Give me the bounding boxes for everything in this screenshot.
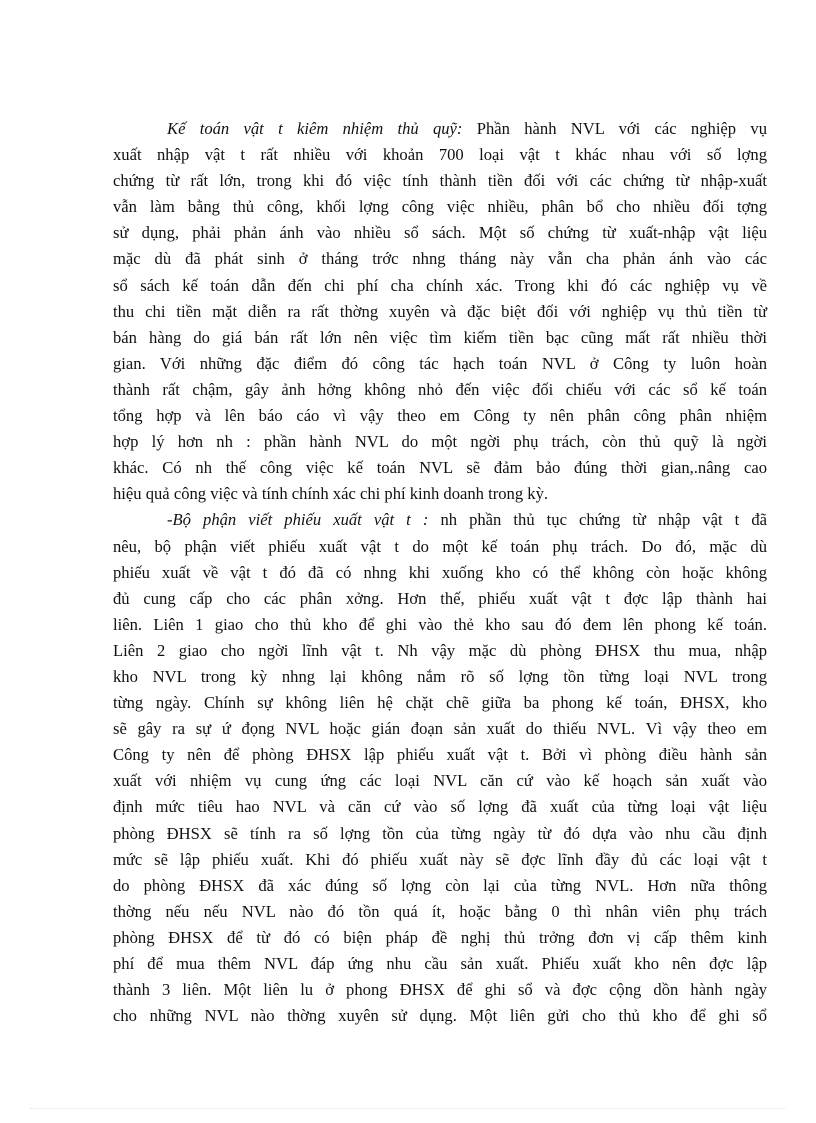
paragraph-1-line: xuất nhập vật t rất nhiều với khoản 700 loại vật t khác nhau với số lợng (113, 145, 767, 165)
paragraph-1-line: thu chi tiền mặt diễn ra rất thờng xuyên và đặc biệt đối với nghiệp vụ thủ tiền từ (113, 301, 767, 321)
paragraph-2-line: xuất với nhiệm vụ cung ứng các loại NVL căn cứ vào kế hoạch sản xuất vào (113, 771, 767, 791)
paragraph-2-line: Công ty nên để phòng ĐHSX lập phiếu xuất vật t. Bởi vì phòng điều hành sản (113, 745, 767, 765)
paragraph-2-line: liên. Liên 1 giao cho thủ kho để ghi vào thẻ kho sau đó đem lên phong kế toán. (113, 614, 767, 634)
paragraph-2-line: do phòng ĐHSX đã xác đúng số lợng còn lại của từng NVL. Hơn nữa thông (113, 875, 767, 895)
paragraph-1-line: mặc dù đã phát sinh ở tháng trớc nhng tháng này vẫn cha phản ánh vào các (113, 249, 767, 269)
paragraph-1-line: sổ sách kế toán dẫn đến chi phí cha chính xác. Trong khi đó các nghiệp vụ về (113, 275, 767, 295)
paragraph-2-line: từng ngày. Chính sự không liên hệ chặt chẽ giữa ba phong kế toán, ĐHSX, kho (113, 693, 767, 713)
paragraph-1-line-1-text: Phần hành NVL với các nghiệp vụ (476, 119, 767, 138)
paragraph-1-line-1 (113, 116, 767, 142)
paragraph-1-line: bán hàng do giá bán rất lớn nên việc tìm kiếm tiền bạc cũng mất rất nhiều thời (113, 327, 767, 347)
paragraph-2-line: nêu, bộ phận viết phiếu xuất vật t do một kế toán phụ trách. Do đó, mặc dù (113, 536, 767, 556)
paragraph-1-line: tổng hợp và lên báo cáo vì vậy theo em Công ty nên phân công phân nhiệm (113, 406, 767, 426)
paragraph-2-line: cho những NVL nào thờng xuyên sử dụng. Một liên gửi cho thủ kho để ghi sổ (113, 1006, 767, 1026)
paragraph-1-line: chứng từ rất lớn, trong khi đó việc tính thành tiền đối với các chứng từ nhập-xuất (113, 171, 767, 191)
body-text (113, 116, 767, 1029)
paragraph-2-line-1-text: nh phần thủ tục chứng từ nhập vật t đã (440, 510, 767, 530)
paragraph-2-line: phí để mua thêm NVL đáp ứng nhu cầu sản xuất. Phiếu xuất kho nên đợc lập (113, 954, 767, 973)
paragraph-1-line: khác. Có nh thế công việc kế toán NVL sẽ đảm bảo đúng thời gian,.nâng cao (113, 458, 767, 478)
paragraph-1-line: vẫn làm bằng thủ công, khối lợng công việc nhiều, phân bổ cho nhiều đối tợng (113, 197, 767, 217)
paragraph-2-line-1 (113, 507, 767, 533)
paragraph-2-line: phòng ĐHSX để từ đó có biện pháp đề nghị thủ trởng đơn vị cấp thêm kinh (113, 927, 767, 947)
paragraph-1-line: sử dụng, phải phản ánh vào nhiều sổ sách. Một số chứng từ xuất-nhập vật liệu (113, 223, 767, 243)
paragraph-2-line: phiếu xuất về vật t đó đã có nhng khi xuống kho có thể không còn hoặc không (113, 562, 767, 582)
paragraph-2-line: sẽ gây ra sự ứ đọng NVL hoặc gián đoạn sản xuất do thiếu NVL. Vì vậy theo em (113, 719, 767, 739)
paragraph-1-line: hợp lý hơn nh : phần hành NVL do một ngời phụ trách, còn thủ quỹ là ngời (113, 432, 767, 452)
paragraph-2-line: Liên 2 giao cho ngời lĩnh vật t. Nh vậy mặc dù phòng ĐHSX thu mua, nhập (113, 640, 767, 660)
page-bottom-divider (30, 1108, 786, 1109)
paragraph-1-lead: Kế toán vật t kiêm nhiệm thủ quỹ: (167, 119, 463, 138)
paragraph-2-line: đủ cung cấp cho các phân xởng. Hơn thế, phiếu xuất vật t đợc lập thành hai (113, 588, 767, 608)
paragraph-2-lead: -Bộ phận viết phiếu xuất vật t : (167, 510, 429, 530)
paragraph-2-line: thành 3 liên. Một liên lu ở phong ĐHSX để ghi sổ và đợc cộng dồn hành ngày (113, 980, 767, 1000)
paragraph-2-line: kho NVL trong kỳ nhng lại không nắm rõ số lợng tồn từng loại NVL trong (113, 666, 767, 686)
paragraph-1-line: thành rất chậm, gây ảnh hởng không nhỏ đến việc đối chiếu với các sổ kế toán (113, 379, 767, 399)
paragraph-2-line: thờng nếu nếu NVL nào đó tồn quá ít, hoặc bằng 0 thì nhân viên phụ trách (113, 901, 767, 921)
paragraph-2-line: phòng ĐHSX sẽ tính ra số lợng tồn của từng ngày từ đó dựa vào nhu cầu định (113, 823, 767, 843)
paragraph-1-line: hiệu quả công việc và tính chính xác chi phí kinh doanh trong kỳ. (113, 484, 549, 504)
paragraph-1-line: gian. Với những đặc điểm đó công tác hạch toán NVL ở Công ty luôn hoàn (113, 353, 767, 373)
paragraph-2-line: mức sẽ lập phiếu xuất. Khi đó phiếu xuất này sẽ đợc lĩnh đầy đủ các loại vật t (113, 849, 767, 869)
paragraph-2-line: định mức tiêu hao NVL và căn cứ vào số lợng đã xuất của từng loại vật liệu (113, 797, 767, 817)
